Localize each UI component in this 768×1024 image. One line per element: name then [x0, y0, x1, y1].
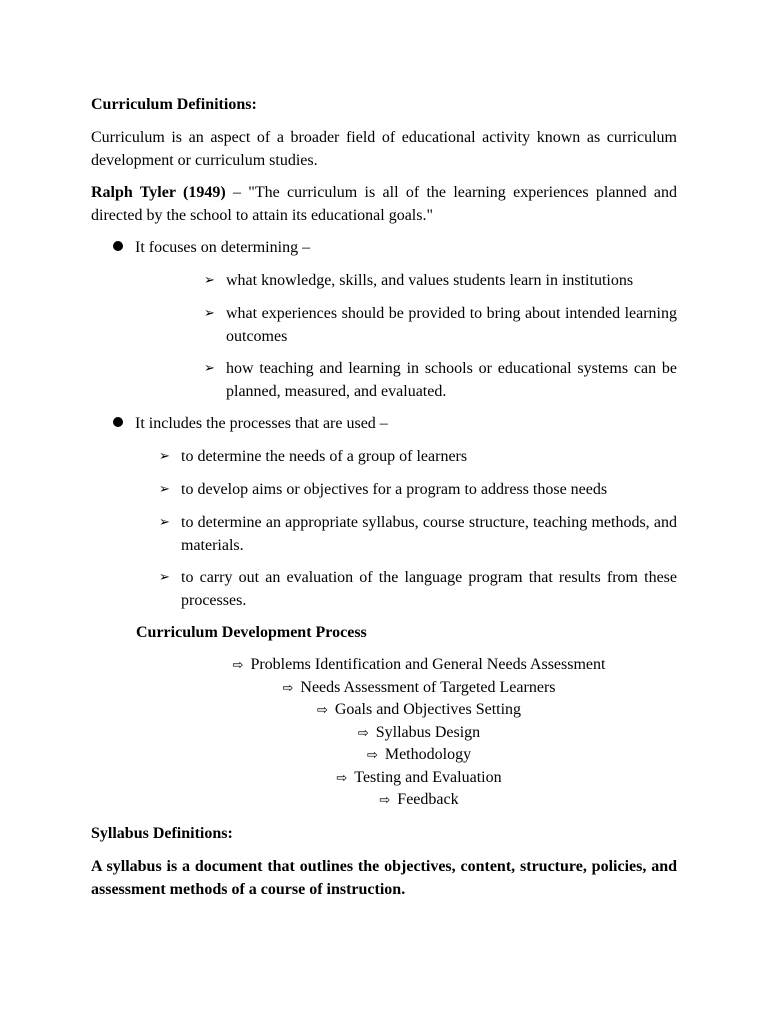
arrowhead-bullet-icon: ➢ [159, 570, 170, 585]
bullet-focuses-label: It focuses on determining – [135, 239, 311, 256]
focus-item: ➢ what experiences should be provided to bring about intended learning outcomes [204, 302, 677, 348]
process-item: ➢ to determine an appropriate syllabus, course structure, teaching methods, and materials. [159, 511, 677, 557]
filled-circle-bullet-icon [113, 417, 123, 427]
white-right-arrow-icon: ⇨ [282, 680, 294, 696]
white-right-arrow-icon: ⇨ [379, 793, 391, 808]
tyler-definition-paragraph [91, 181, 677, 227]
syllabus-definition-paragraph: A syllabus is a document that outlines the objectives, content, structure, policies, and assessment methods of a course of instruction. [91, 858, 677, 898]
process-heading: Curriculum Development Process [136, 624, 367, 641]
arrowhead-bullet-icon: ➢ [204, 361, 215, 376]
white-right-arrow-icon: ⇨ [357, 725, 369, 741]
arrowhead-bullet-icon: ➢ [159, 482, 170, 497]
bullet-includes [113, 412, 388, 435]
process-flow [91, 654, 747, 812]
bullet-includes-label: It includes the processes that are used – [135, 415, 388, 432]
syllabus-definitions-heading: Syllabus Definitions: [91, 825, 233, 842]
flow-step: ⇨ Problems Identification and General Needs Assessment [232, 656, 606, 673]
arrowhead-bullet-icon: ➢ [204, 273, 215, 288]
tyler-quote: – "The curriculum is all of the learning experiences planned and directed by the school to attain its educational goals." [91, 184, 677, 224]
focus-item: ➢ how teaching and learning in schools or educational systems can be planned, measured, and evaluated. [204, 357, 677, 403]
arrowhead-bullet-icon: ➢ [204, 306, 215, 321]
flow-step: ⇨ Goals and Objectives Setting [316, 701, 522, 718]
curriculum-intro-paragraph: Curriculum is an aspect of a broader field of educational activity known as curriculum development or curriculum studies. [91, 129, 677, 169]
flow-step: ⇨ Feedback [379, 791, 459, 808]
white-right-arrow-icon: ⇨ [232, 658, 244, 673]
white-right-arrow-icon: ⇨ [336, 770, 348, 786]
process-item: ➢ to develop aims or objectives for a program to address those needs [159, 478, 677, 501]
curriculum-definitions-heading: Curriculum Definitions: [91, 96, 257, 113]
filled-circle-bullet-icon [113, 241, 123, 251]
white-right-arrow-icon: ⇨ [366, 748, 378, 763]
process-item: ➢ to carry out an evaluation of the language program that results from these processes. [159, 566, 677, 612]
white-right-arrow-icon: ⇨ [316, 703, 328, 718]
arrowhead-bullet-icon: ➢ [159, 449, 170, 464]
focus-item: ➢ what knowledge, skills, and values students learn in institutions [204, 269, 677, 292]
bullet-focuses [113, 236, 310, 259]
arrowhead-bullet-icon: ➢ [159, 515, 170, 530]
flow-step: ⇨ Needs Assessment of Targeted Learners [282, 678, 556, 696]
process-item: ➢ to determine the needs of a group of learners [159, 445, 677, 468]
flow-step: ⇨ Testing and Evaluation [336, 768, 502, 786]
tyler-name: Ralph Tyler (1949) [91, 184, 226, 201]
flow-step: ⇨ Syllabus Design [357, 723, 481, 741]
flow-step: ⇨ Methodology [366, 746, 472, 763]
